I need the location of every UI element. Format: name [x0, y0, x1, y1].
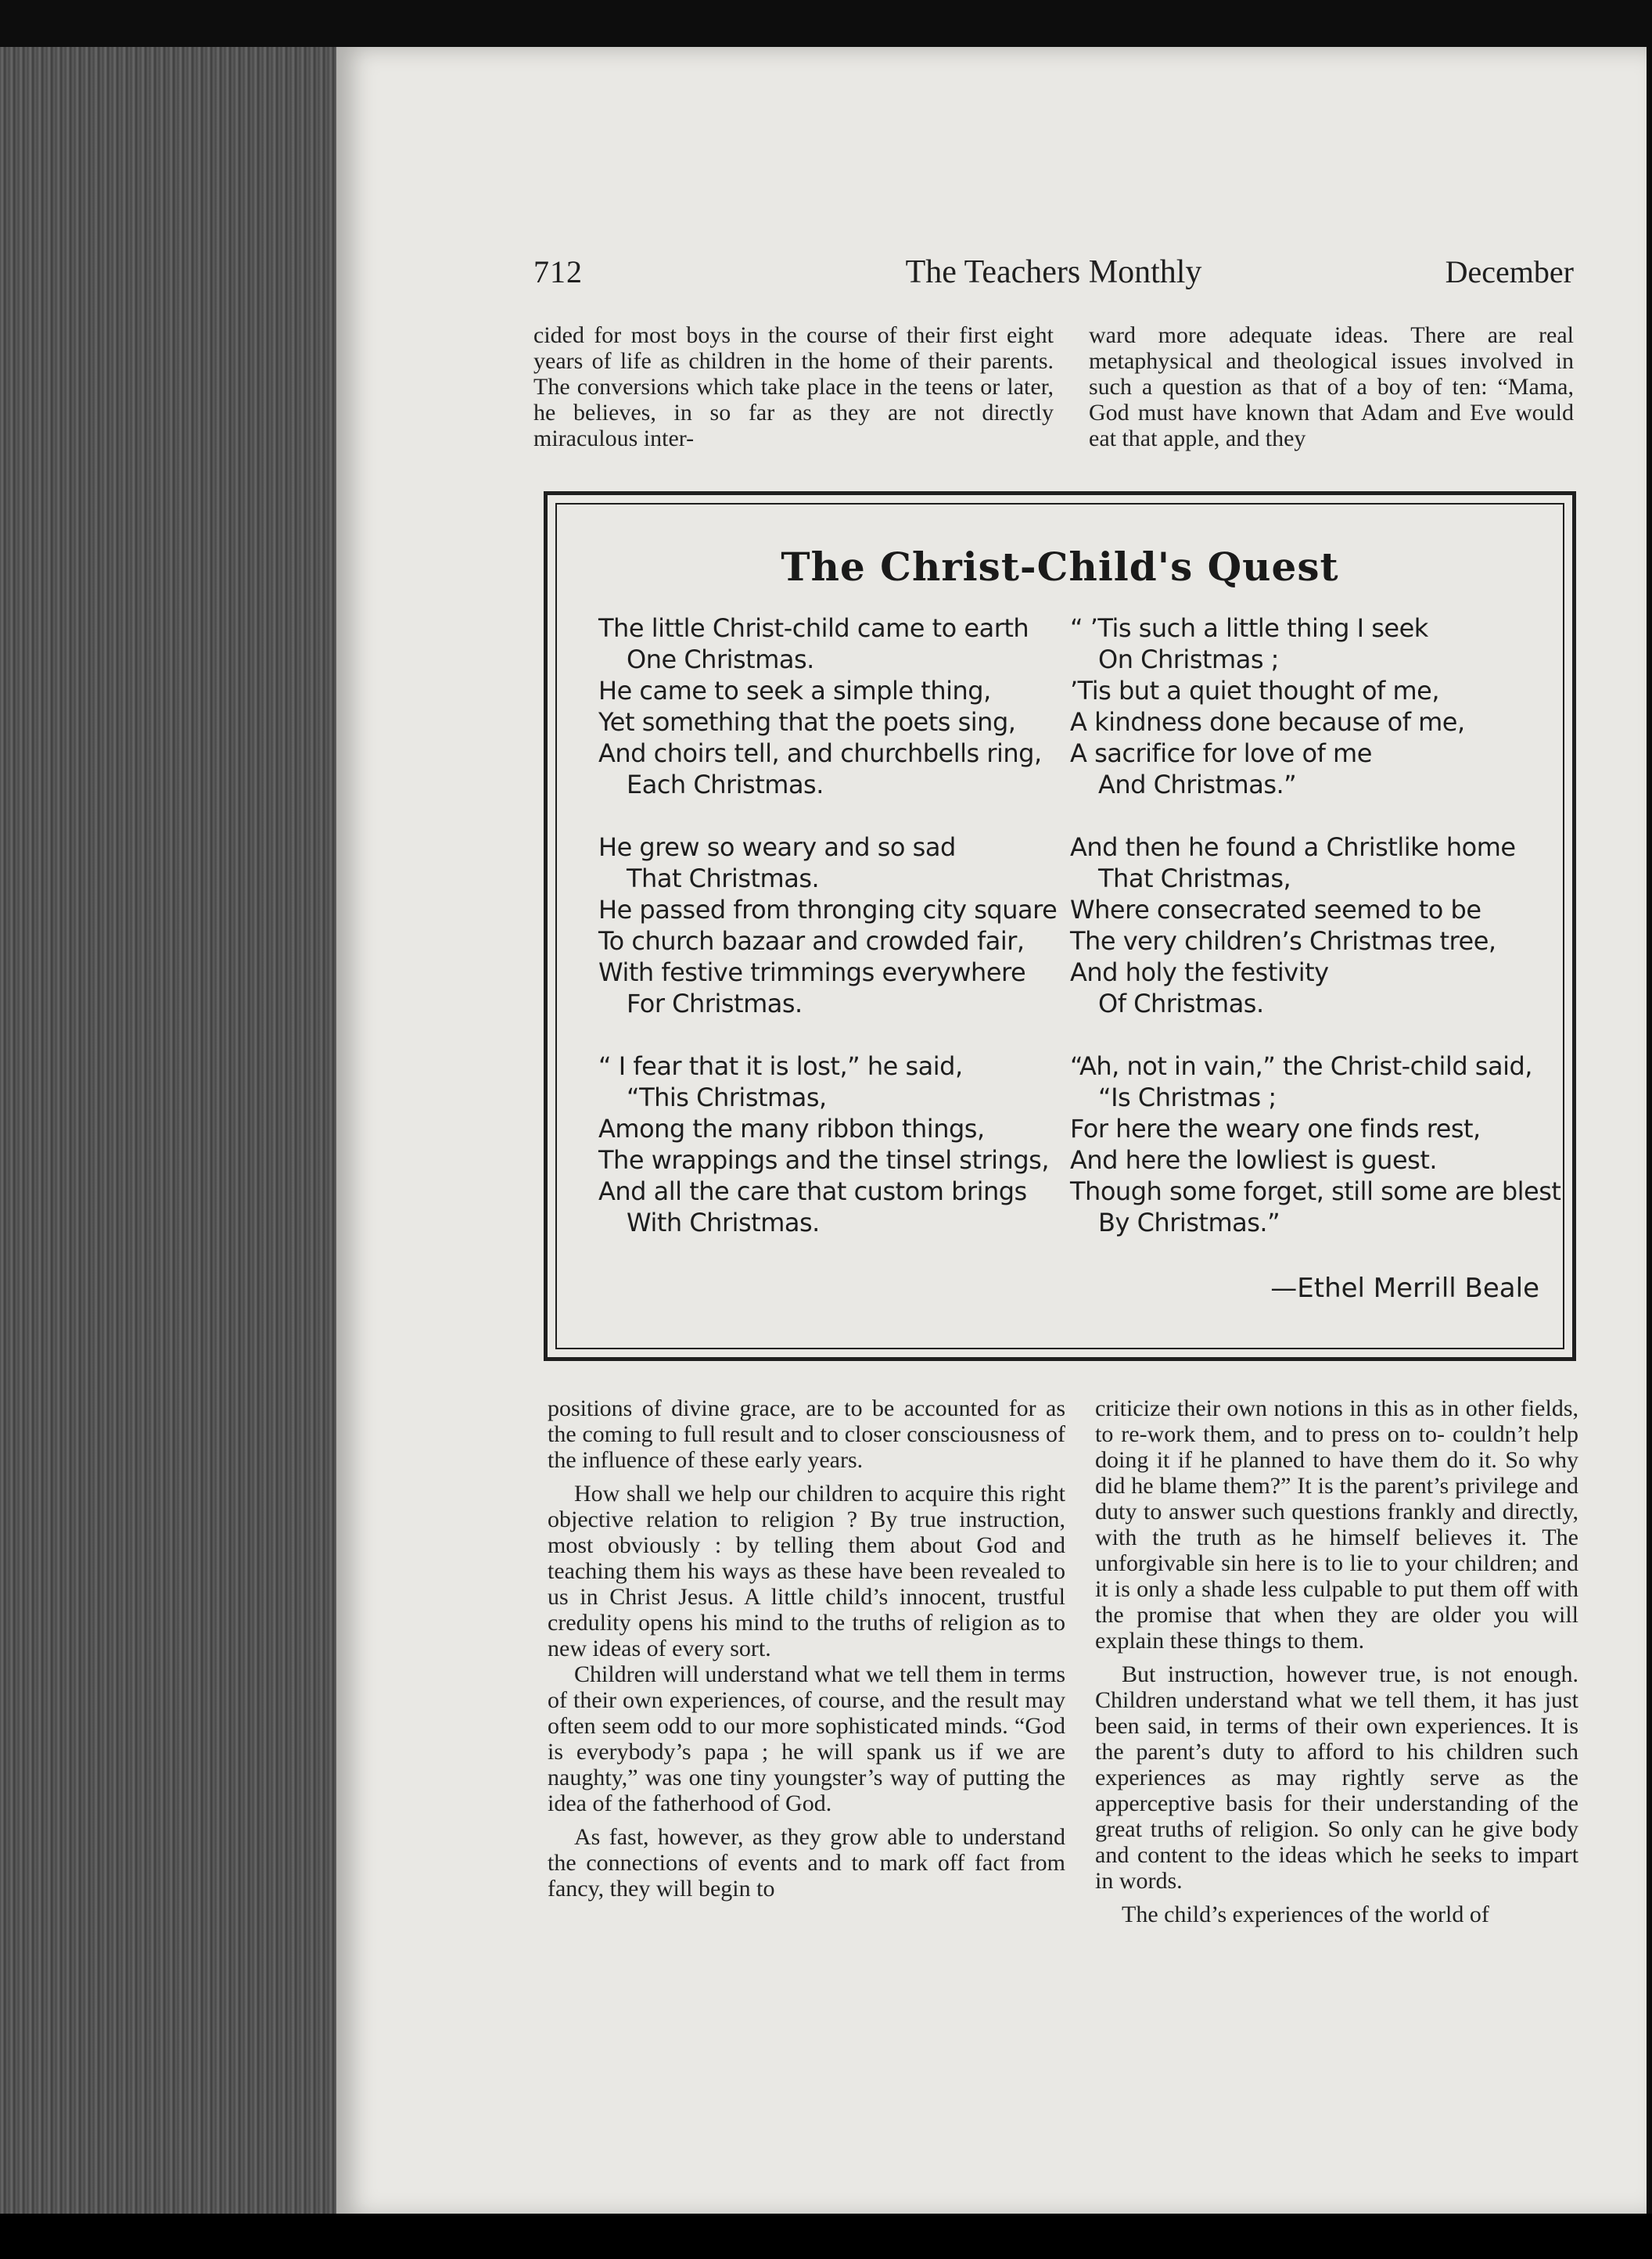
poem-line: “This Christmas,	[627, 1083, 827, 1112]
paragraph: But instruction, however true, is not enough. Children understand what we tell them, it has just been said, in terms of their own experiences. It is the parent’s duty to afford to his children such experiences as may rightly serve as the apperceptive basis for their understanding of the great truths of religion. So only can he give body and content to the ideas which he seeks to impart in words.	[1095, 1661, 1578, 1894]
bottom-left-column	[548, 1395, 1065, 1902]
top-left-column	[533, 322, 1054, 451]
issue-month: December	[1445, 254, 1574, 289]
poem-line: On Christmas ;	[1098, 645, 1279, 674]
poem-line: The very children’s Christmas tree,	[1070, 926, 1496, 956]
paragraph: cided for most boys in the course of their first eight years of life as children in the home of their parents. The conversions which take place in the teens or later, he believes, in so far as they are not directly miraculous inter-	[533, 322, 1054, 451]
paragraph: How shall we help our children to acquire this right objective relation to religion ? By true instruction, most obviously : by telling them about God and teaching them his ways as these have been revealed to us in Christ Jesus. A little child’s innocent, trustful credulity opens his mind to the truths of religion as to new ideas of every sort.	[548, 1481, 1065, 1661]
poem-line: With Christmas.	[627, 1208, 820, 1237]
poem-line: He passed from thronging city square	[598, 895, 1058, 925]
paragraph: positions of divine grace, are to be accounted for as the coming to full result and to closer consciousness of the influence of these early years.	[548, 1395, 1065, 1473]
poem-line: The little Christ-child came to earth	[598, 613, 1029, 643]
poem-line: “ I fear that it is lost,” he said,	[598, 1051, 963, 1081]
poem-line: That Christmas,	[1098, 864, 1291, 893]
poem-left-column	[598, 612, 1058, 1270]
poem-line: And all the care that custom brings	[598, 1176, 1027, 1206]
poem-line: Yet something that the poets sing,	[598, 707, 1016, 737]
paragraph: As fast, however, as they grow able to understand the connections of events and to mark off fact from fancy, they will begin to	[548, 1824, 1065, 1902]
poem-line: Each Christmas.	[627, 770, 824, 799]
poem-line: For here the weary one finds rest,	[1070, 1114, 1481, 1144]
poem-line: A kindness done because of me,	[1070, 707, 1465, 737]
poem-line: He grew so weary and so sad	[598, 832, 956, 862]
poem-line: And then he found a Christlike home	[1070, 832, 1516, 862]
top-right-column	[1089, 322, 1574, 451]
poem-stanza	[598, 831, 1058, 1019]
poem-stanza	[598, 612, 1052, 800]
book-page-edges	[0, 47, 344, 2214]
running-header	[533, 249, 1574, 296]
poem-line: Of Christmas.	[1098, 989, 1264, 1018]
poem-line: With festive trimmings everywhere	[598, 957, 1026, 987]
paragraph: criticize their own notions in this as in other fields, to re-work them, and to press on to- couldn’t help doing it if he planned to have them do it. So why did he blame them?” It is the parent’s privilege and duty to answer such questions frankly and directly, with the truth as he himself believes it. The unforgivable sin here is to lie to your children; and it is only a shade less culpable to put them off with the promise that when they are older you will explain these things to them.	[1095, 1395, 1578, 1654]
poem-line: And holy the festivity	[1070, 957, 1329, 987]
paragraph: Children will understand what we tell them in terms of their own experiences, of course, and the result may often seem odd to our more sophisticated minds. “God is everybody’s papa ; he will spank us if we are naughty,” was one tiny youngster’s way of putting the idea of the fatherhood of God.	[548, 1661, 1065, 1816]
poem-line: And here the lowliest is guest.	[1070, 1145, 1438, 1175]
poem-line: One Christmas.	[627, 645, 814, 674]
poem-line: To church bazaar and crowded fair,	[598, 926, 1025, 956]
poem-stanza	[1070, 1050, 1561, 1238]
poem-line: “ ’Tis such a little thing I seek	[1070, 613, 1428, 643]
poem-attribution: —Ethel Merrill Beale	[1270, 1273, 1539, 1304]
bottom-right-column	[1095, 1395, 1578, 1927]
poem-line: The wrappings and the tinsel strings,	[598, 1145, 1049, 1175]
poem-stanza	[1070, 831, 1539, 1019]
poem-title: The Christ-Child's Quest	[781, 544, 1339, 590]
poem-line: And Christmas.”	[1098, 770, 1297, 799]
paragraph: The child’s experiences of the world of	[1122, 1902, 1489, 1927]
poem-line: For Christmas.	[627, 989, 803, 1018]
poem-box	[544, 491, 1576, 1361]
poem-stanza	[1070, 612, 1539, 800]
poem-line: He came to seek a simple thing,	[598, 676, 991, 706]
poem-line: By Christmas.”	[1098, 1208, 1280, 1237]
poem-line: “Ah, not in vain,” the Christ-child said,	[1070, 1051, 1532, 1081]
journal-title: The Teachers Monthly	[905, 254, 1202, 290]
poem-line: ’Tis but a quiet thought of me,	[1070, 676, 1439, 706]
poem-line: Though some forget, still some are blest	[1070, 1176, 1561, 1206]
page-number: 712	[533, 254, 583, 289]
poem-line: “Is Christmas ;	[1098, 1083, 1277, 1112]
scan-bottom-strip	[0, 2214, 1652, 2259]
poem-line: That Christmas.	[627, 864, 820, 893]
poem-line: A sacrifice for love of me	[1070, 738, 1372, 768]
poem-line: Where consecrated seemed to be	[1070, 895, 1481, 925]
poem-stanza	[598, 1050, 1052, 1238]
poem-line: And choirs tell, and churchbells ring,	[598, 738, 1042, 768]
poem-line: Among the many ribbon things,	[598, 1114, 985, 1144]
paragraph: ward more adequate ideas. There are real metaphysical and theological issues involved in such a question as that of a boy of ten: “Mama, God must have known that Adam and Eve would eat that apple, and they	[1089, 322, 1574, 451]
poem-right-column	[1070, 612, 1561, 1270]
